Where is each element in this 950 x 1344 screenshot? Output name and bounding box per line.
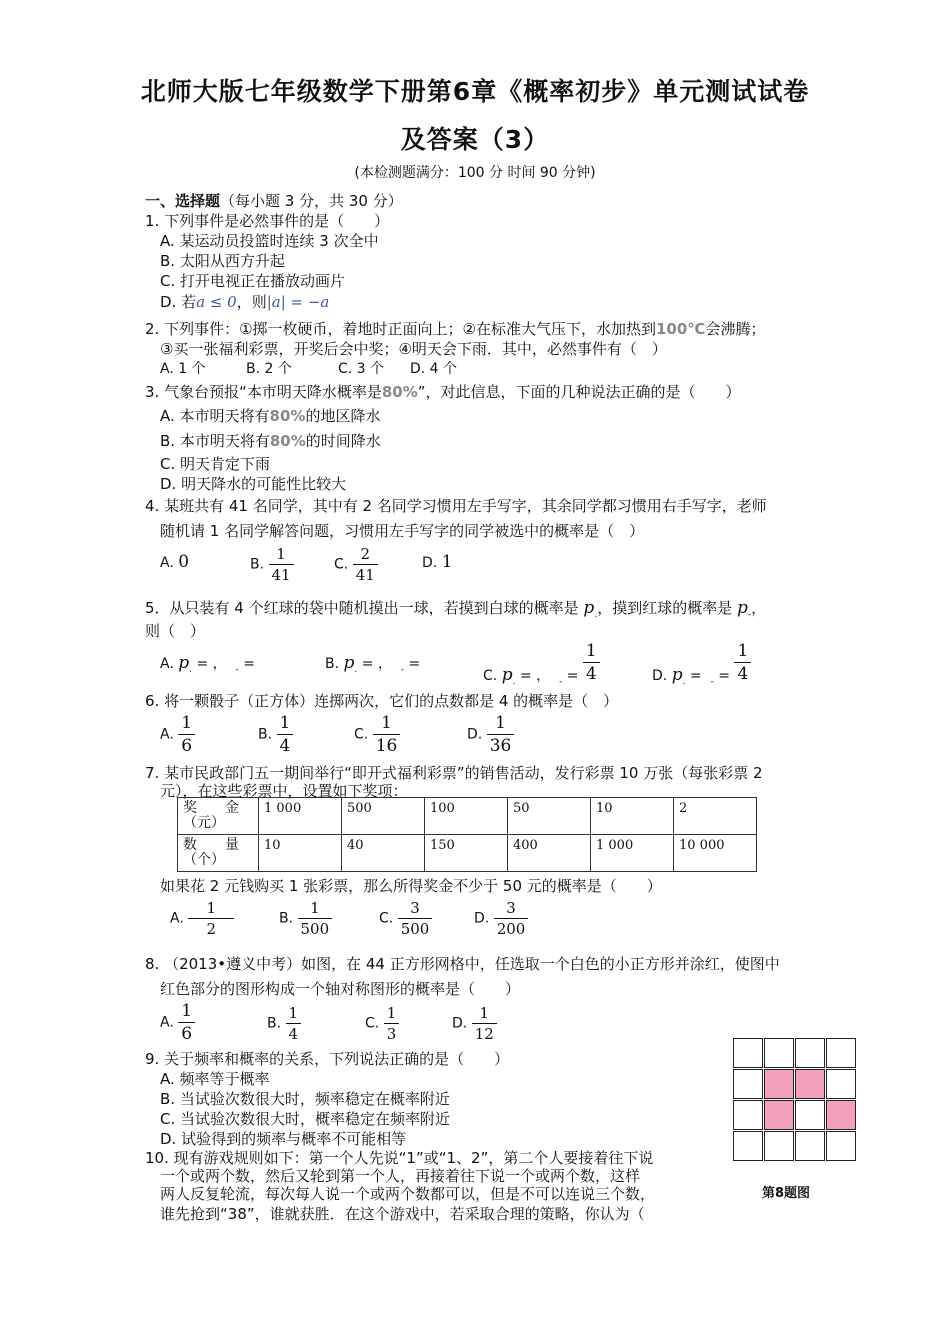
table-cell: 40 xyxy=(342,835,425,872)
grid-cell-white xyxy=(764,1038,794,1068)
q1-option-b: B. 太阳从西方升起 xyxy=(160,252,285,270)
grid-cell-white xyxy=(733,1069,763,1099)
q10-stem-line1: 10. 现有游戏规则如下：第一个人先说“1”或“1、2”，第二个人要接着往下说 xyxy=(145,1149,654,1167)
grid-cell-white xyxy=(733,1038,763,1068)
q7-fraction-a: $\frac{1}{2}$ xyxy=(188,898,234,939)
q6-fraction-d: $\frac{1}{36}$ xyxy=(487,712,515,757)
q1-math-condition: a ≤ 0 xyxy=(196,293,237,311)
q5-p-white: p xyxy=(583,598,595,618)
section-name: 一、选择题 xyxy=(145,192,221,210)
q4-stem-line2: 随机请 1 名同学解答问题，习惯用左手写字的同学被选中的概率是（ ） xyxy=(160,522,645,540)
grid-cell-white xyxy=(733,1131,763,1161)
q4-stem-line1: 4. 某班共有 41 名同学，其中有 2 名同学习惯用左手写字，其余同学都习惯用右手写字，老师 xyxy=(145,497,767,515)
q7-fraction-d: $\frac{3}{200}$ xyxy=(494,898,529,939)
table-cell: 2 xyxy=(674,798,757,835)
q1-option-c: C. 打开电视正在播放动画片 xyxy=(160,272,346,290)
grid-cell-red xyxy=(795,1069,825,1099)
q8-fraction-a: $\frac{1}{6}$ xyxy=(178,1000,195,1045)
q7-fraction-c: $\frac{3}{500}$ xyxy=(398,898,433,939)
q10-stem-line3: 两人反复轮流，每次每人说一个或两个数都可以，但是不可以连说三个数， xyxy=(160,1185,656,1203)
q5-stem-line1: 5．从只装有 4 个红球的袋中随机摸出一球，若摸到白球的概率是 $p_.$，摸到红球的概率是 $p_-$， xyxy=(145,598,767,620)
q4-option-d: D. 1 xyxy=(422,552,453,572)
q8-option-a: A. $\frac{1}{6}$ xyxy=(160,1000,195,1045)
q8-option-c: C. $\frac{1}{3}$ xyxy=(365,1003,399,1044)
q5-p-red: p xyxy=(736,598,748,618)
table-row-header: 数 量 （个） xyxy=(178,835,259,872)
section-note: （每小题 3 分，共 30 分） xyxy=(220,192,403,210)
q10-stem-line4: 谁先抢到“38”，谁就获胜．在这个游戏中，若采取合理的策略，你认为（ xyxy=(160,1205,645,1223)
grid-cell-white xyxy=(795,1038,825,1068)
table-row xyxy=(178,798,757,835)
q8-figure-caption: 第8题图 xyxy=(762,1186,811,1201)
q6-fraction-a: $\frac{1}{6}$ xyxy=(178,712,195,757)
q3-option-c: C. 明天肯定下雨 xyxy=(160,455,271,473)
q1-option-a: A. 某运动员投篮时连续 3 次全中 xyxy=(160,232,379,250)
grid-cell-white xyxy=(764,1131,794,1161)
q7-stem-line1: 7. 某市民政部门五一期间举行“即开式福利彩票”的销售活动，发行彩票 10 万张（每张彩票 2 xyxy=(145,764,763,782)
q5-option-a: A. $p_.$ = ， $_-$ = xyxy=(160,653,255,675)
q6-option-c: C. $\frac{1}{16}$ xyxy=(354,712,400,757)
grid-cell-red xyxy=(764,1100,794,1130)
q5-stem-line2: 则（ ） xyxy=(145,622,206,640)
q4-fraction-c: $\frac{2}{41}$ xyxy=(353,544,378,585)
q2-temperature: 100℃ xyxy=(655,320,706,338)
q2-option-d: D. 4 个 xyxy=(410,361,458,377)
grid-cell-red xyxy=(826,1100,856,1130)
q3-option-a: A. 本市明天将有80%的地区降水 xyxy=(160,407,381,425)
q6-option-d: D. $\frac{1}{36}$ xyxy=(467,712,514,757)
table-row xyxy=(178,835,757,872)
q2-stem-line1: 2. 下列事件：①掷一枚硬币，着地时正面向上；②在标准大气压下，水加热到100℃会沸腾； xyxy=(145,320,766,338)
q7-option-d: D. $\frac{3}{200}$ xyxy=(474,898,528,939)
q4-option-b: B. $\frac{1}{41}$ xyxy=(250,544,294,585)
q2-option-a: A. 1 个 xyxy=(160,361,206,377)
q7-option-c: C. $\frac{3}{500}$ xyxy=(379,898,432,939)
q2-option-c: C. 3 个 xyxy=(338,361,385,377)
q9-option-d: D. 试验得到的频率与概率不可能相等 xyxy=(160,1130,407,1148)
q1-stem: 1. 下列事件是必然事件的是（ ） xyxy=(145,212,390,230)
q1-math-abs: |a| = −a xyxy=(266,293,330,311)
q7-fraction-b: $\frac{1}{500}$ xyxy=(298,898,333,939)
q5-fraction-c: $\frac{1}{4}$ xyxy=(583,640,600,685)
q8-stem-line1: 8. （2013•遵义中考）如图，在 44 正方形网格中，任选取一个白色的小正方形并涂红，使图中 xyxy=(145,955,780,973)
table-cell: 400 xyxy=(508,835,591,872)
prize-table xyxy=(177,797,757,872)
page-title: 北师大版七年级数学下册第6章《概率初步》单元测试试卷 xyxy=(140,77,810,106)
table-cell: 50 xyxy=(508,798,591,835)
q3-option-b: B. 本市明天将有80%的时间降水 xyxy=(160,432,381,450)
q6-fraction-b: $\frac{1}{4}$ xyxy=(277,712,294,757)
q4-option-c: C. $\frac{2}{41}$ xyxy=(334,544,378,585)
q8-fraction-c: $\frac{1}{3}$ xyxy=(384,1003,400,1044)
q5-option-c: C. $p_.$ = ， $_-$ = $\frac{1}{4}$ xyxy=(483,640,600,685)
page-title-line2: 及答案（3） xyxy=(400,125,550,154)
q8-fraction-b: $\frac{1}{4}$ xyxy=(286,1003,302,1044)
q9-option-a: A. 频率等于概率 xyxy=(160,1070,270,1088)
q5-option-d: D. $p_. = _-$ = $\frac{1}{4}$ xyxy=(652,640,751,685)
q10-stem-line2: 一个或两个数，然后又轮到第一个人，再接着往下说一个或两个数，这样 xyxy=(160,1167,641,1185)
table-cell: 1 000 xyxy=(259,798,342,835)
q2-option-b: B. 2 个 xyxy=(246,361,292,377)
q8-option-d: D. $\frac{1}{12}$ xyxy=(452,1003,497,1044)
q7-stem-line2: 元），在这些彩票中，设置如下奖项： xyxy=(160,782,408,800)
q2-stem-line2: ③买一张福利彩票，开奖后会中奖；④明天会下雨．其中，必然事件有（ ） xyxy=(160,340,667,358)
q3-option-d: D. 明天降水的可能性比较大 xyxy=(160,475,347,493)
q9-option-c: C. 当试验次数很大时，概率稳定在频率附近 xyxy=(160,1110,451,1128)
table-cell: 10 xyxy=(591,798,674,835)
q8-fraction-d: $\frac{1}{12}$ xyxy=(472,1003,497,1044)
grid-cell-red xyxy=(764,1069,794,1099)
q9-option-b: B. 当试验次数很大时，频率稳定在概率附近 xyxy=(160,1090,450,1108)
q1-option-d: D. 若a ≤ 0，则|a| = −a xyxy=(160,293,330,311)
table-cell: 10 xyxy=(259,835,342,872)
q4-option-a: A. 0 xyxy=(160,552,190,572)
q8-stem-line2: 红色部分的图形构成一个轴对称图形的概率是（ ） xyxy=(160,980,521,998)
q9-stem: 9. 关于频率和概率的关系，下列说法正确的是（ ） xyxy=(145,1050,510,1068)
section-heading xyxy=(145,190,403,211)
q8-option-b: B. $\frac{1}{4}$ xyxy=(267,1003,301,1044)
q6-option-b: B. $\frac{1}{4}$ xyxy=(258,712,293,757)
score-time-note: (本检测题满分：100 分 时间 90 分钟) xyxy=(354,165,596,181)
q5-option-b: B. $p_.$ = ， $_-$ = xyxy=(325,653,421,675)
grid-cell-white xyxy=(826,1038,856,1068)
q4-fraction-b: $\frac{1}{41}$ xyxy=(269,544,294,585)
q6-fraction-c: $\frac{1}{16}$ xyxy=(373,712,401,757)
q6-stem: 6. 将一颗骰子（正方体）连掷两次，它们的点数都是 4 的概率是（ ） xyxy=(145,692,619,710)
q7-question: 如果花 2 元钱购买 1 张彩票，那么所得奖金不少于 50 元的概率是（ ） xyxy=(160,877,662,895)
q6-option-a: A. $\frac{1}{6}$ xyxy=(160,712,195,757)
grid-cell-white xyxy=(826,1131,856,1161)
grid-cell-white xyxy=(795,1131,825,1161)
table-cell: 150 xyxy=(425,835,508,872)
table-cell: 100 xyxy=(425,798,508,835)
table-row-header: 奖 金 （元） xyxy=(178,798,259,835)
table-cell: 500 xyxy=(342,798,425,835)
q3-percent: 80% xyxy=(381,383,418,401)
q5-fraction-d: $\frac{1}{4}$ xyxy=(734,640,751,685)
q3-stem: 3. 气象台预报“本市明天降水概率是80%”，对此信息，下面的几种说法正确的是（ ） xyxy=(145,383,741,401)
grid-cell-white xyxy=(795,1100,825,1130)
table-cell: 10 000 xyxy=(674,835,757,872)
grid-cell-white xyxy=(826,1069,856,1099)
table-cell: 1 000 xyxy=(591,835,674,872)
grid-cell-white xyxy=(733,1100,763,1130)
q7-option-a: A. $\frac{1}{2}$ xyxy=(170,898,234,939)
q7-option-b: B. $\frac{1}{500}$ xyxy=(279,898,332,939)
